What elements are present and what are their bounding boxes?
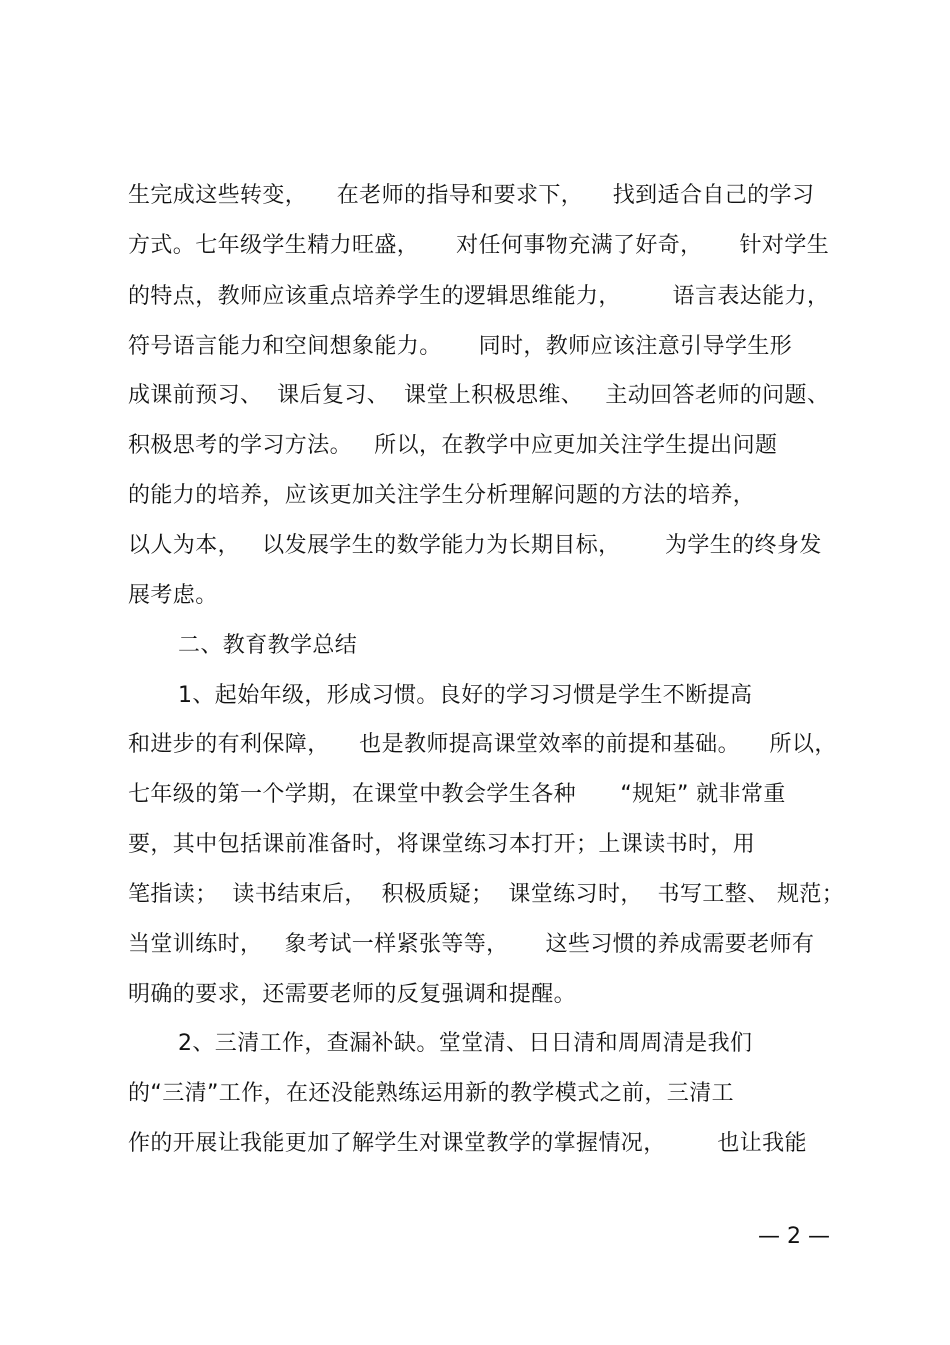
section-heading: 二、教育教学总结 (178, 633, 358, 658)
text-line: 符号语言能力和空间想象能力。 同时，教师应该注意引导学生形 (128, 334, 793, 359)
text-line: 当堂训练时， 象考试一样紧张等等， 这些习惯的养成需要老师有 (128, 932, 815, 957)
text-line: 的特点，教师应该重点培养学生的逻辑思维能力， 语言表达能力， (128, 284, 830, 309)
text-line: 和进步的有利保障， 也是教师提高课堂效率的前提和基础。 所以， (128, 732, 837, 757)
paragraph-start: 1、起始年级，形成习惯。良好的学习习惯是学生不断提高 (178, 683, 753, 708)
text-line: 以人为本， 以发展学生的数学能力为长期目标， 为学生的终身发 (128, 533, 822, 558)
text-line: 方式。七年级学生精力旺盛， 对任何事物充满了好奇， 针对学生 (128, 233, 830, 258)
text-line: 要，其中包括课前准备时，将课堂练习本打开；上课读书时，用 (128, 832, 756, 857)
text-line: 生完成这些转变， 在老师的指导和要求下， 找到适合自己的学习 (128, 183, 815, 208)
text-line: 成课前预习、 课后复习、 课堂上积极思维、 主动回答老师的问题、 (128, 383, 830, 408)
text-line: 积极思考的学习方法。 所以，在教学中应更加关注学生提出问题 (128, 433, 778, 458)
text-line: 笔指读； 读书结束后， 积极质疑； 课堂练习时， 书写工整、 规范； (128, 882, 845, 907)
text-line: 的“三清”工作，在还没能熟练运用新的教学模式之前，三清工 (128, 1081, 734, 1106)
text-line: 七年级的第一个学期，在课堂中教会学生各种 “规矩” 就非常重 (128, 782, 786, 807)
page-number: — 2 — (758, 1224, 830, 1249)
paragraph-start: 2、三清工作，查漏补缺。堂堂清、日日清和周周清是我们 (178, 1031, 753, 1056)
text-line: 展考虑。 (128, 583, 218, 608)
text-line: 的能力的培养，应该更加关注学生分析理解问题的方法的培养， (128, 483, 756, 508)
text-line: 作的开展让我能更加了解学生对课堂教学的掌握情况， 也让我能 (128, 1131, 807, 1156)
text-line: 明确的要求，还需要老师的反复强调和提醒。 (128, 982, 577, 1007)
